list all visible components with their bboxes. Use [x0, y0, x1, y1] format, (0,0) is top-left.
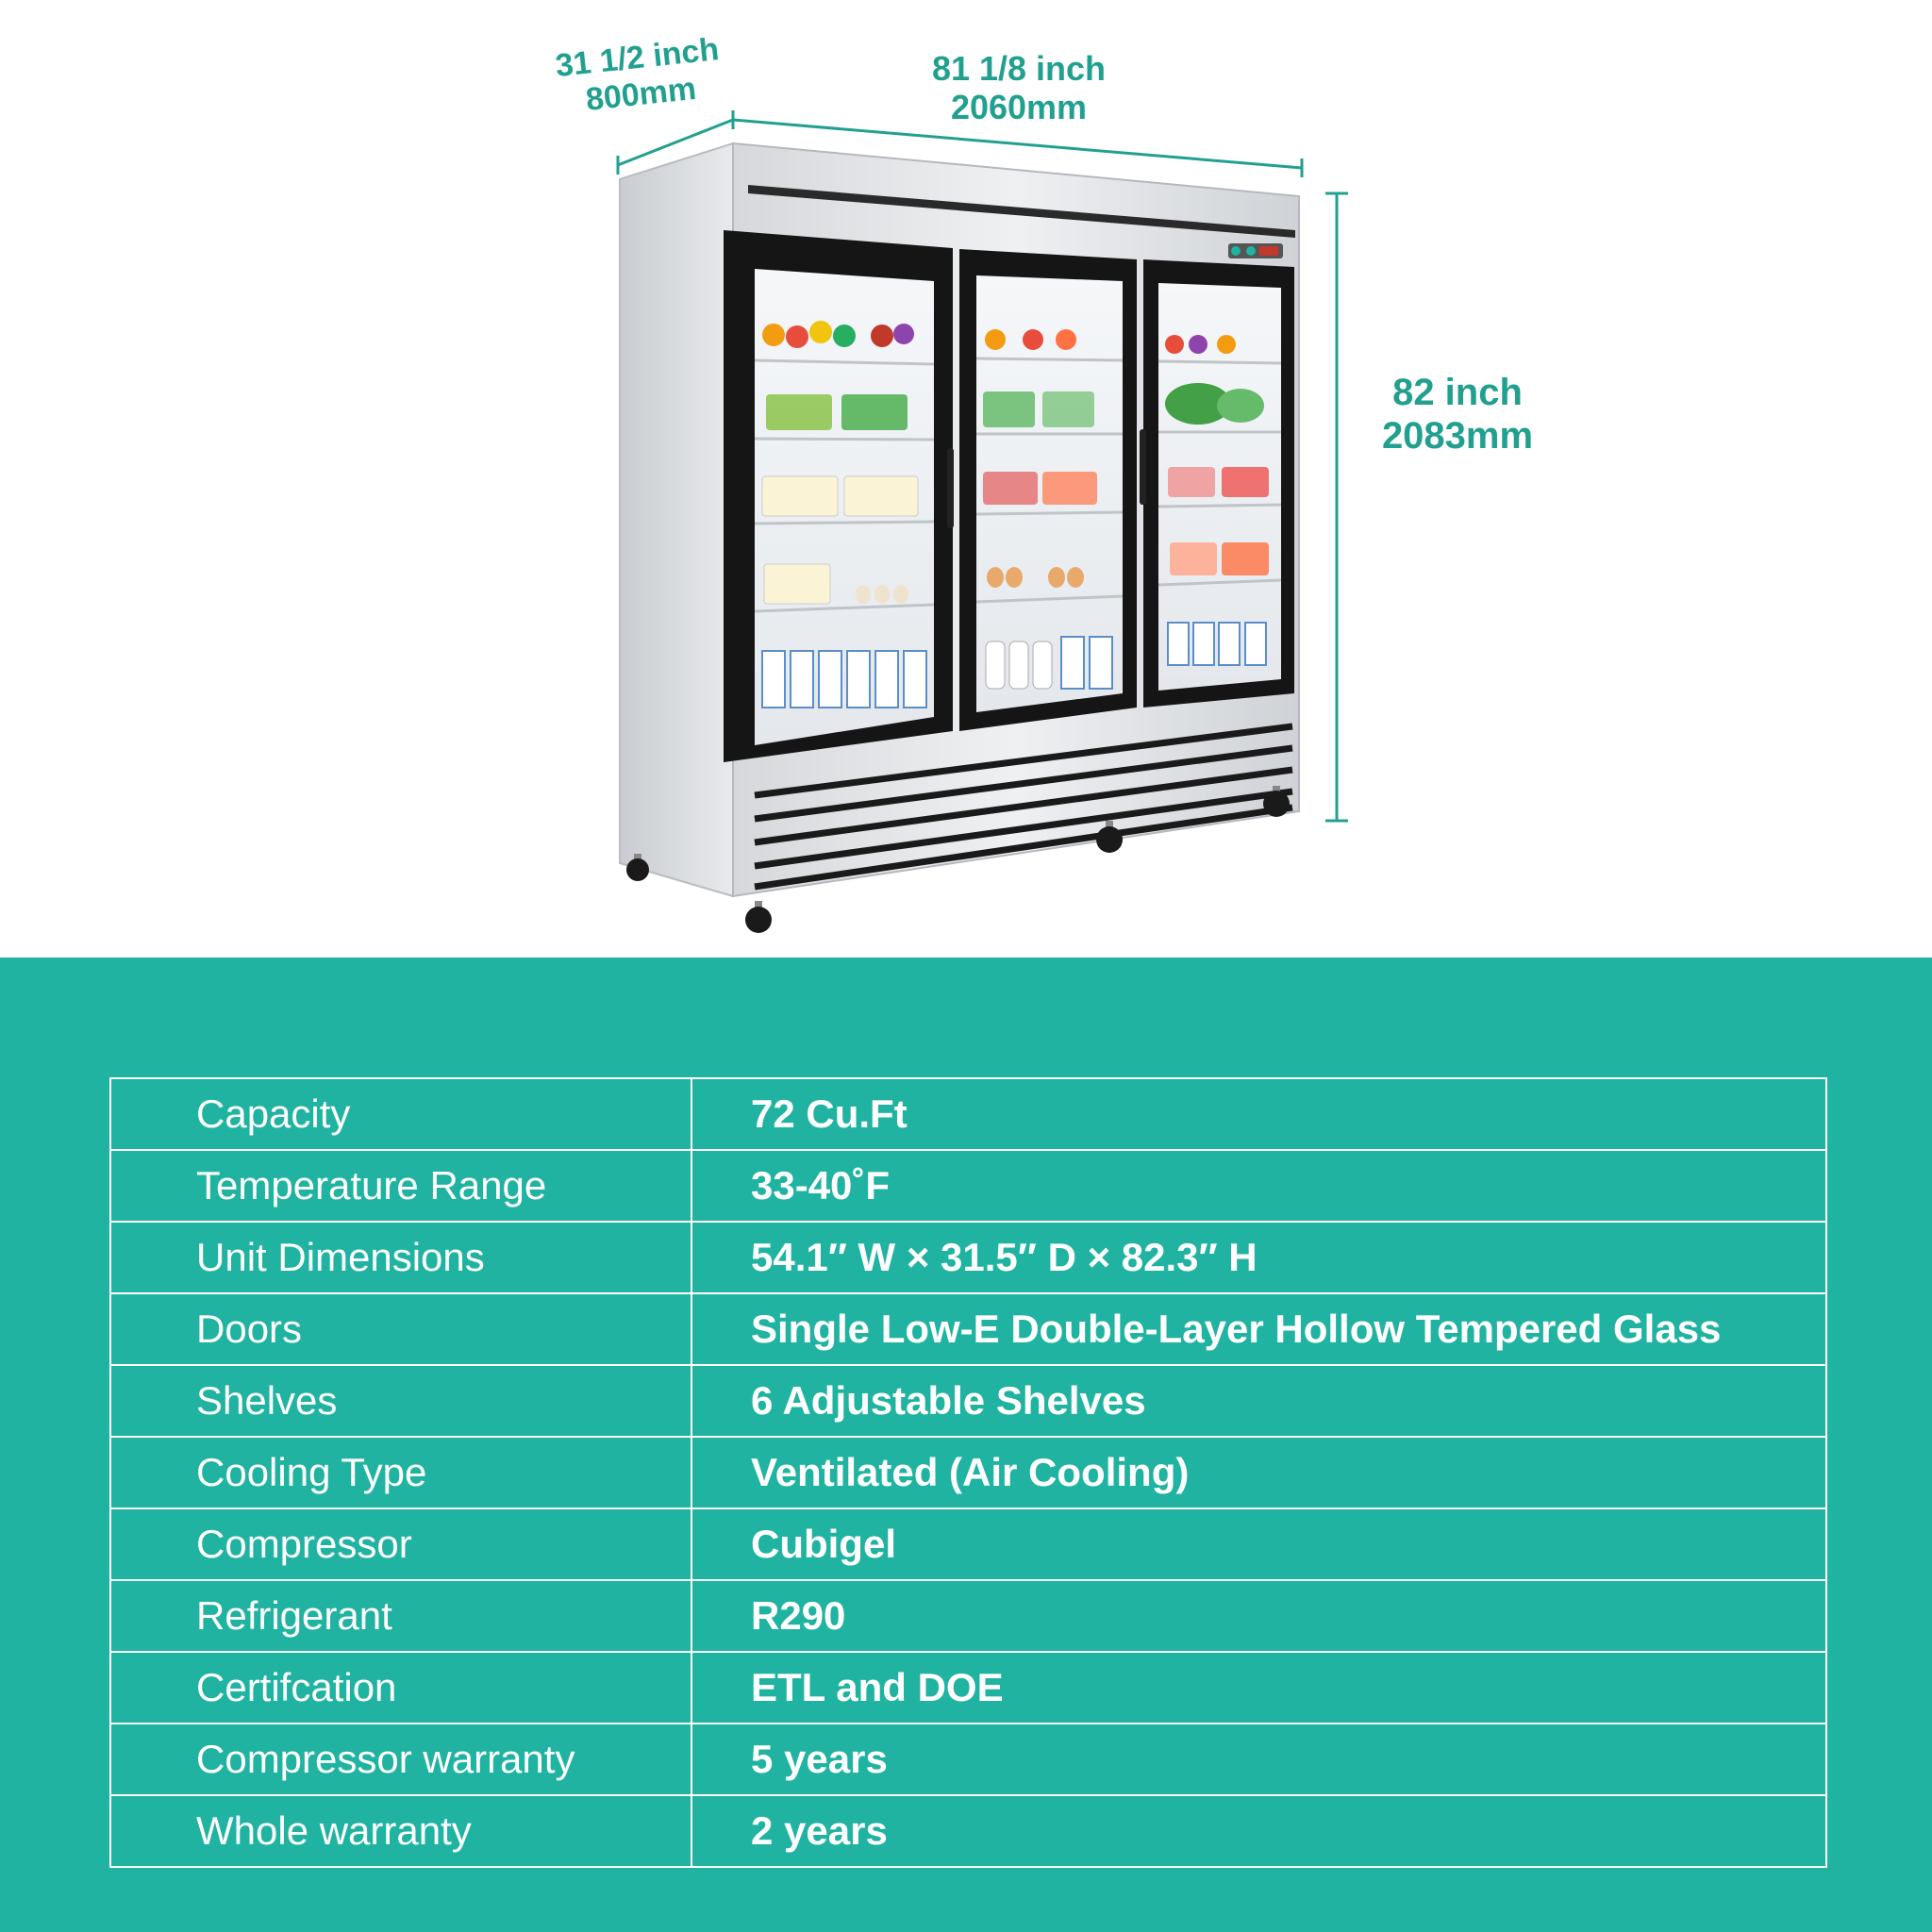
spec-label: Shelves	[110, 1365, 691, 1437]
spec-label: Unit Dimensions	[110, 1222, 691, 1293]
table-row	[110, 1508, 1826, 1580]
height-dimension-label	[1340, 371, 1575, 458]
spec-value: ETL and DOE	[691, 1652, 1826, 1724]
spec-label: Refrigerant	[110, 1580, 691, 1652]
width-metric: 2060mm	[950, 88, 1088, 127]
height-imperial: 82 inch	[1392, 372, 1523, 413]
spec-label: Capacity	[110, 1078, 691, 1150]
width-dimension-label	[887, 49, 1151, 127]
table-row	[110, 1437, 1826, 1508]
spec-value: 54.1″ W × 31.5″ D × 82.3″ H	[691, 1222, 1826, 1293]
depth-imperial: 31 1/2 inch	[553, 31, 721, 85]
table-row	[110, 1652, 1826, 1724]
table-row	[110, 1365, 1826, 1437]
width-imperial: 81 1/8 inch	[931, 49, 1107, 88]
spec-label: Certifcation	[110, 1652, 691, 1724]
height-metric: 2083mm	[1381, 415, 1534, 457]
specifications-table	[109, 1077, 1827, 1868]
spec-value: 5 years	[691, 1724, 1826, 1795]
spec-value: Cubigel	[691, 1508, 1826, 1580]
fridge-side-panel	[620, 143, 733, 896]
spec-label: Temperature Range	[110, 1150, 691, 1222]
spec-label: Whole warranty	[110, 1795, 691, 1867]
spec-value: 72 Cu.Ft	[691, 1078, 1826, 1150]
spec-label: Compressor	[110, 1508, 691, 1580]
spec-label: Compressor warranty	[110, 1724, 691, 1795]
spec-value: Single Low-E Double-Layer Hollow Tempered Glass	[691, 1293, 1826, 1365]
table-row	[110, 1150, 1826, 1222]
table-row	[110, 1795, 1826, 1867]
refrigerator-illustration	[0, 0, 1932, 958]
spec-value: 6 Adjustable Shelves	[691, 1365, 1826, 1437]
table-row	[110, 1222, 1826, 1293]
spec-value: 2 years	[691, 1795, 1826, 1867]
table-row	[110, 1293, 1826, 1365]
spec-label: Doors	[110, 1293, 691, 1365]
spec-value: R290	[691, 1580, 1826, 1652]
depth-metric: 800mm	[584, 70, 698, 119]
table-row	[110, 1580, 1826, 1652]
spec-value: 33-40˚F	[691, 1150, 1826, 1222]
table-row	[110, 1078, 1826, 1150]
spec-value: Ventilated (Air Cooling)	[691, 1437, 1826, 1508]
product-image-area	[0, 0, 1932, 958]
specifications-panel	[0, 958, 1932, 1932]
table-row	[110, 1724, 1826, 1795]
spec-label: Cooling Type	[110, 1437, 691, 1508]
